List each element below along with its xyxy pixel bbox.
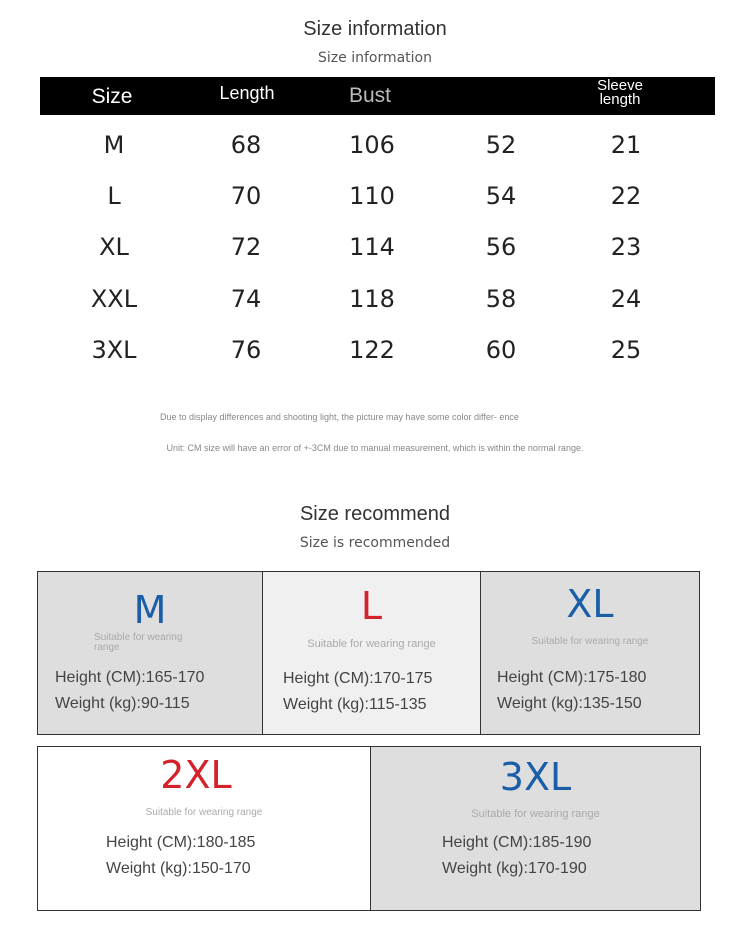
cell-col4: 60 — [485, 336, 517, 364]
card-size-label: M — [133, 588, 167, 632]
size-card-3xl — [370, 746, 701, 911]
card-height: Height (CM):165-170 — [55, 669, 205, 686]
cell-length: 74 — [230, 285, 262, 313]
size-card-2xl — [37, 746, 371, 911]
cell-length: 76 — [230, 336, 262, 364]
card-measurements — [283, 666, 432, 718]
table-row — [0, 285, 750, 325]
cell-length: 72 — [230, 233, 262, 261]
card-size-label: L — [360, 584, 383, 628]
cell-bust: 118 — [349, 285, 395, 313]
card-size-label: XL — [566, 582, 614, 626]
card-weight: Weight (kg):135-150 — [497, 695, 642, 712]
card-suitable-label: Suitable for wearing range — [471, 808, 600, 820]
unit-note: Unit: CM size will have an error of +-3CM due to manual measurement, which is within the normal range. — [166, 443, 584, 453]
card-weight: Weight (kg):150-170 — [106, 860, 251, 877]
card-measurements — [497, 665, 646, 717]
card-height: Height (CM):180-185 — [106, 834, 256, 851]
table-header — [40, 77, 715, 115]
card-suitable-label: Suitable for wearing range — [94, 632, 183, 653]
card-suitable-label: Suitable for wearing range — [531, 636, 649, 647]
size-card-l — [262, 571, 481, 735]
cell-size: L — [107, 182, 121, 210]
cell-bust: 122 — [349, 336, 395, 364]
cell-col4: 52 — [485, 131, 517, 159]
cell-sleeve: 22 — [610, 182, 642, 210]
cell-size: M — [103, 131, 125, 159]
card-height: Height (CM):170-175 — [283, 670, 433, 687]
cell-bust: 114 — [349, 233, 395, 261]
card-measurements — [106, 830, 255, 882]
header-size: Size — [91, 85, 133, 108]
table-row — [0, 233, 750, 273]
size-info-subtitle: Size information — [318, 50, 432, 66]
card-size-label: 3XL — [499, 755, 572, 799]
size-card-xl — [480, 571, 700, 735]
table-row — [0, 336, 750, 376]
table-row — [0, 131, 750, 171]
cell-sleeve: 25 — [610, 336, 642, 364]
cell-sleeve: 23 — [610, 233, 642, 261]
cell-length: 70 — [230, 182, 262, 210]
cell-sleeve: 21 — [610, 131, 642, 159]
cell-bust: 110 — [349, 182, 395, 210]
color-note: Due to display differences and shooting light, the picture may have some color differ- ence — [160, 412, 519, 422]
cell-size: XXL — [90, 285, 138, 313]
header-length: Length — [219, 83, 275, 103]
cell-sleeve: 24 — [610, 285, 642, 313]
cell-size: 3XL — [91, 336, 137, 364]
size-info-title: Size information — [303, 18, 447, 40]
recommend-subtitle: Size is recommended — [299, 535, 451, 551]
table-row — [0, 182, 750, 222]
header-sleeve-length: Sleeve length — [597, 77, 643, 108]
card-suitable-label: Suitable for wearing range — [307, 638, 436, 650]
card-weight: Weight (kg):90-115 — [55, 695, 190, 712]
card-height: Height (CM):175-180 — [497, 669, 647, 686]
header-bust: Bust — [348, 84, 392, 107]
card-measurements — [55, 665, 204, 717]
cell-size: XL — [99, 233, 129, 261]
cell-col4: 54 — [485, 182, 517, 210]
card-measurements — [442, 830, 591, 882]
recommend-title: Size recommend — [299, 503, 451, 525]
size-card-m — [37, 571, 263, 735]
card-size-label: 2XL — [160, 753, 232, 797]
cell-length: 68 — [230, 131, 262, 159]
card-weight: Weight (kg):115-135 — [283, 696, 427, 713]
card-weight: Weight (kg):170-190 — [442, 860, 587, 877]
cell-col4: 58 — [485, 285, 517, 313]
card-suitable-label: Suitable for wearing range — [145, 807, 263, 818]
cell-bust: 106 — [349, 131, 395, 159]
cell-col4: 56 — [485, 233, 517, 261]
card-height: Height (CM):185-190 — [442, 834, 592, 851]
